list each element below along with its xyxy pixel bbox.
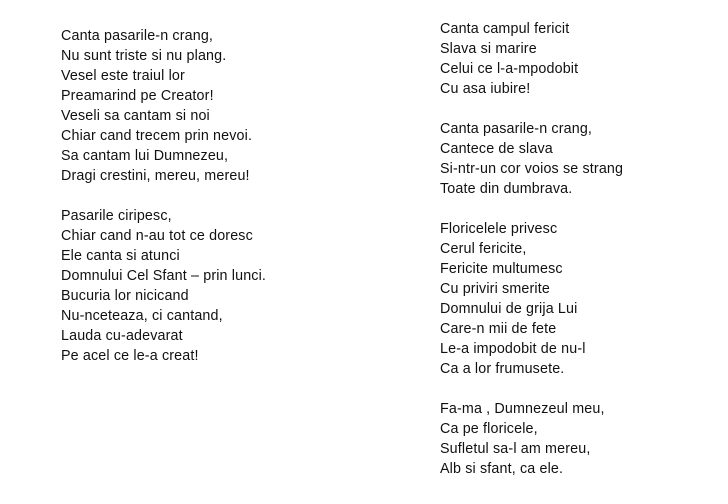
poem-line: Ca pe floricele, [440,421,538,437]
poem-line: Sa cantam lui Dumnezeu, [61,148,229,164]
poem-line: Chiar cand trecem prin nevoi. [61,128,253,144]
poem-line: Alb si sfant, ca ele. [440,461,564,477]
poem-line: Domnului de grija Lui [440,301,578,317]
poem-line: Si-ntr-un cor voios se strang [440,161,624,177]
poem-line: Pe acel ce le-a creat! [61,348,199,364]
poem-line: Floricelele privesc [440,221,558,237]
poem-line: Dragi crestini, mereu, mereu! [61,168,250,184]
poem-line: Nu-nceteaza, ci cantand, [61,308,223,324]
poem-line: Care-n mii de fete [440,321,557,337]
poem-line: Chiar cand n-au tot ce doresc [61,228,253,244]
poem-line: Le-a impodobit de nu-l [440,341,586,357]
poem-line: Pasarile ciripesc, [61,208,172,224]
poem-line: Cantece de slava [440,141,553,157]
poem-line: Canta pasarile-n crang, [61,28,214,44]
poem-line: Celui ce l-a-mpodobit [440,61,579,77]
poem-line: Slava si marire [440,41,537,57]
poem-line: Nu sunt triste si nu plang. [61,48,227,64]
poem-column-left [61,26,266,366]
poem-line: Toate din dumbrava. [440,181,573,197]
poem-line: Lauda cu-adevarat [61,328,183,344]
poem-line: Cu priviri smerite [440,281,550,297]
stanza-5 [440,219,623,379]
stanza-6 [440,399,623,479]
stanza-1 [61,26,266,186]
poem-line: Canta campul fericit [440,21,570,37]
poem-line: Preamarind pe Creator! [61,88,214,104]
poem-line: Fa-ma , Dumnezeul meu, [440,401,605,417]
poem-line: Cerul fericite, [440,241,527,257]
poem-line: Ele canta si atunci [61,248,180,264]
poem-column-right [440,19,623,479]
poem-line: Veseli sa cantam si noi [61,108,210,124]
poem-line: Cu asa iubire! [440,81,531,97]
stanza-3 [440,19,623,99]
stanza-4 [440,119,623,199]
poem-line: Domnului Cel Sfant – prin lunci. [61,268,267,284]
stanza-2 [61,206,266,366]
poem-line: Ca a lor frumusete. [440,361,565,377]
poem-line: Bucuria lor nicicand [61,288,189,304]
poem-line: Canta pasarile-n crang, [440,121,593,137]
poem-line: Fericite multumesc [440,261,563,277]
poem-line: Sufletul sa-l am mereu, [440,441,591,457]
poem-line: Vesel este traiul lor [61,68,185,84]
